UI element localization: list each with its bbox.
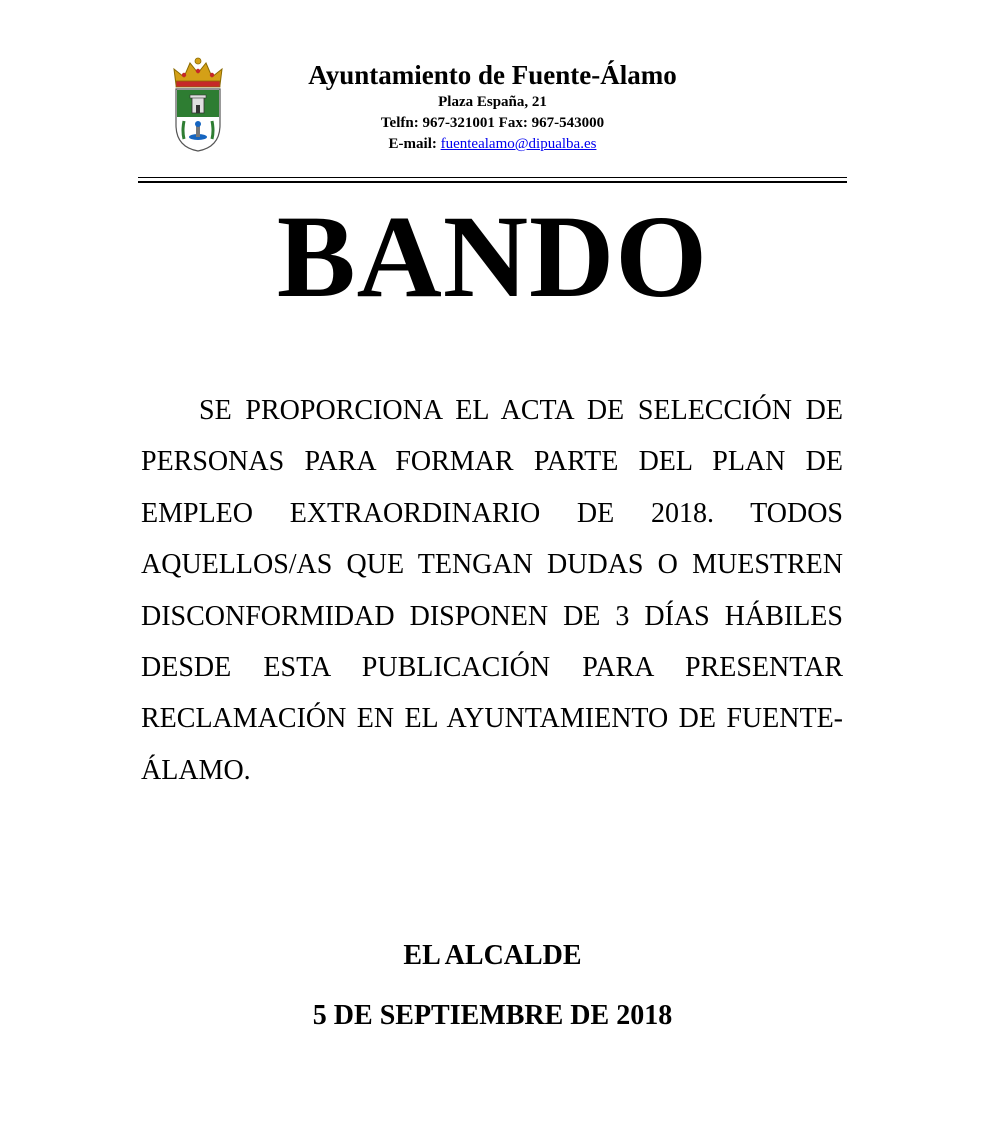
header-divider-bottom [138,181,847,183]
email-label: E-mail: [388,136,441,152]
org-info [260,58,725,155]
org-name: Ayuntamiento de Fuente-Álamo [308,60,677,90]
org-email-line [260,134,725,155]
email-link[interactable]: fuentealamo@dipualba.es [440,136,597,152]
header-divider-top [138,177,847,178]
coat-of-arms-icon [170,55,226,153]
org-address: Plaza España, 21 [438,94,547,110]
signature-date: 5 DE SEPTIEMBRE DE 2018 [312,1000,673,1031]
signature-role: EL ALCALDE [403,940,582,971]
letterhead [0,0,985,180]
document-title: BANDO [276,191,709,322]
announcement-body: SE PROPORCIONA EL ACTA DE SELECCIÓN DE PERSONAS PARA FORMAR PARTE DEL PLAN DE EMPLEO EXTRAORDINARIO DE 2018. TODOS AQUELLOS/AS QUE TENGAN DUDAS O MUESTREN DISCONFORMIDAD DISPONEN DE 3 DÍAS HÁBILES DESDE ESTA PUBLICACIÓN PARA PRESENTAR RECLAMACIÓN EN EL AYUNTAMIENTO DE FUENTE-ÁLAMO. [141,395,843,786]
org-phones: Telfn: 967-321001 Fax: 967-543000 [380,115,605,131]
